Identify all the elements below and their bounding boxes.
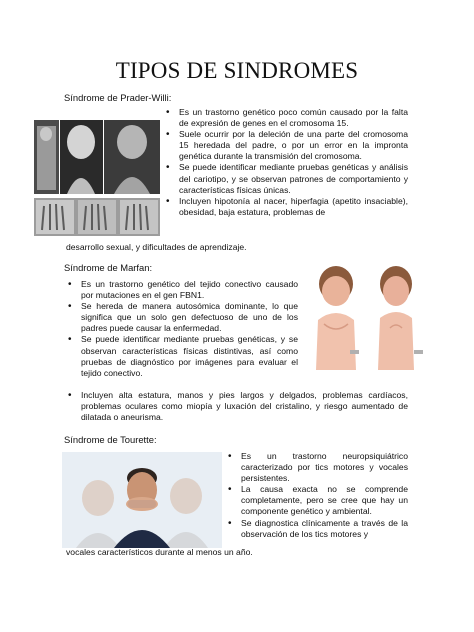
tourette-bullets: [226, 451, 408, 540]
marfan-photo-graphic: [304, 262, 430, 370]
marfan-bullet-4: • Incluyen alta estatura, manos y pies largos y delgados, problemas cardíacos, problemas oculares como miopía y luxación del cristalino, y riesgo aumentado de dilatada o aneurisma.: [66, 390, 408, 423]
marfan-photo: [304, 262, 430, 370]
prader-willi-bullets: [164, 107, 408, 218]
prader-willi-bullet-1: • Es un trastorno genético poco común causado por la falta de expresión de genes en el cromosoma 15.: [164, 107, 408, 129]
marfan-list-container: [66, 279, 298, 379]
prader-willi-continuation: desarrollo sexual, y dificultades de aprendizaje.: [66, 242, 247, 252]
section-heading-marfan: Síndrome de Marfan:: [64, 262, 153, 273]
tourette-photo-graphic: [62, 452, 222, 548]
page-title: TIPOS DE SINDROMES: [115, 58, 359, 83]
marfan-bullets: [66, 279, 298, 379]
tourette-photo: [62, 452, 222, 548]
prader-willi-photo: [34, 120, 160, 236]
prader-willi-bullet-3: • Se puede identificar mediante pruebas genéticas y análisis del cariotipo, y se observan patrones de comportamiento y características físicas únicas.: [164, 162, 408, 195]
prader-willi-bullet-2: • Suele ocurrir por la deleción de una parte del cromosoma 15 heredada del padre, o por un error en la impronta genética durante la transmisión del cromosoma.: [164, 129, 408, 162]
marfan-bullet-1: • Es un trastorno genético del tejido conectivo causado por mutaciones en el gen FBN1.: [66, 279, 298, 301]
prader-willi-list-container: [164, 107, 408, 218]
prader-willi-bullet-4: • Incluyen hipotonía al nacer, hiperfagia (apetito insaciable), obesidad, baja estatura, problemas de: [164, 196, 408, 218]
marfan-bullet-2: • Se hereda de manera autosómica dominante, lo que significa que un solo gen defectuoso de uno de los padres puede causar la enfermedad.: [66, 301, 298, 334]
section-heading-tourette: Síndrome de Tourette:: [64, 434, 157, 445]
tourette-bullet-2: • La causa exacta no se comprende completamente, pero se cree que hay un componente genético y ambiental.: [226, 484, 408, 517]
marfan-list-container-2: [66, 390, 408, 423]
marfan-bullet-3: • Se puede identificar mediante pruebas genéticas, y se observan características físicas distintivas, así como pruebas de diagnóstico por imágenes para evaluar el tejido conectivo.: [66, 334, 298, 378]
section-heading-prader-willi: Síndrome de Prader-Willi:: [64, 92, 172, 103]
marfan-bullets-wide: [66, 390, 408, 423]
tourette-list-container: [226, 451, 408, 540]
tourette-bullet-3: • Se diagnostica clínicamente a través de la observación de los tics motores y: [226, 518, 408, 540]
tourette-bullet-1: • Es un trastorno neuropsiquiátrico caracterizado por tics motores y vocales persistentes.: [226, 451, 408, 484]
tourette-continuation: vocales característicos durante al menos un año.: [66, 547, 253, 557]
prader-willi-photo-graphic: [34, 120, 160, 236]
